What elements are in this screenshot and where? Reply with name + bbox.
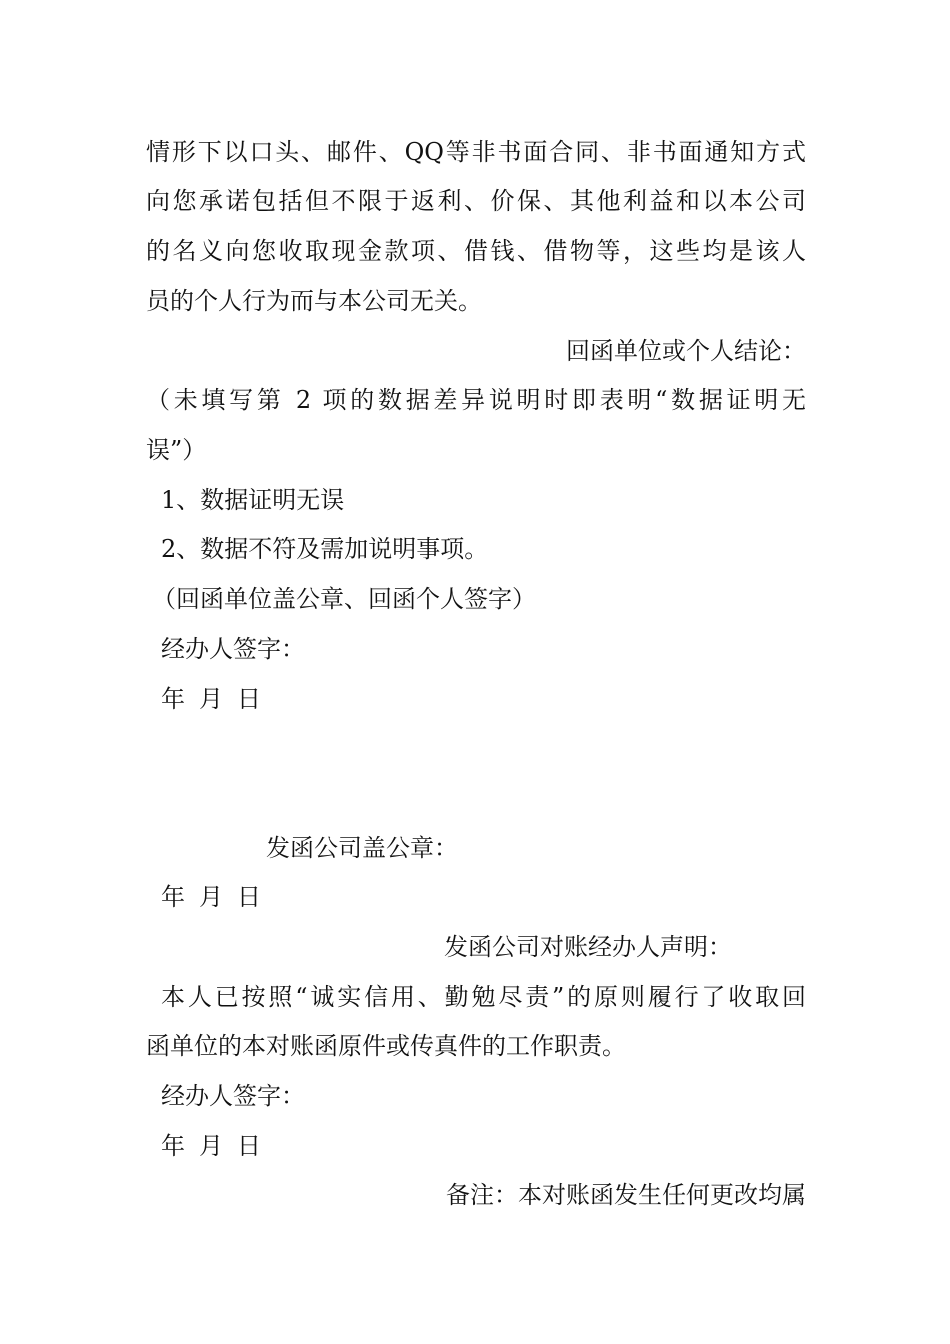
date-year: 年 (161, 1132, 185, 1160)
date-day: 日 (237, 1132, 261, 1160)
handler-signature-label: 经办人签字： (161, 1082, 305, 1110)
handler-signature-label: 经办人签字： (161, 635, 305, 663)
reply-conclusion-heading: 回函单位或个人结论： (566, 337, 806, 365)
issuer-stamp-label: 发函公司盖公章： (266, 834, 458, 862)
paragraph-line-3: 的名义向您收取现金款项、借钱、借物等，这些均是该人 (146, 237, 806, 265)
paragraph-line-4: 员的个人行为而与本公司无关。 (146, 287, 482, 315)
note-line-1: （未填写第 2 项的数据差异说明时即表明“数据证明无 (146, 386, 806, 414)
remark-line: 备注：本对账函发生任何更改均属 (446, 1181, 806, 1209)
declaration-line-1: 本人已按照“诚实信用、勤勉尽责”的原则履行了收取回 (161, 983, 806, 1011)
date-month: 月 (199, 883, 223, 911)
note-line-2: 误”） (146, 436, 207, 464)
stamp-note: （回函单位盖公章、回函个人签字） (152, 585, 536, 613)
date-year: 年 (161, 685, 185, 713)
date-month: 月 (199, 1132, 223, 1160)
date-year: 年 (161, 883, 185, 911)
date-line (161, 684, 275, 714)
date-day: 日 (237, 685, 261, 713)
declaration-line-2: 函单位的本对账函原件或传真件的工作职责。 (146, 1032, 626, 1060)
paragraph-line-2: 向您承诺包括但不限于返利、价保、其他利益和以本公司 (146, 187, 806, 215)
date-day: 日 (237, 883, 261, 911)
option-data-mismatch: 2、数据不符及需加说明事项。 (161, 535, 489, 563)
date-month: 月 (199, 685, 223, 713)
date-line (161, 882, 275, 912)
option-data-correct: 1、数据证明无误 (161, 486, 345, 514)
date-line (161, 1131, 275, 1161)
declaration-heading: 发函公司对账经办人声明： (444, 933, 732, 961)
paragraph-line-1: 情形下以口头、邮件、QQ等非书面合同、非书面通知方式 (146, 138, 806, 166)
